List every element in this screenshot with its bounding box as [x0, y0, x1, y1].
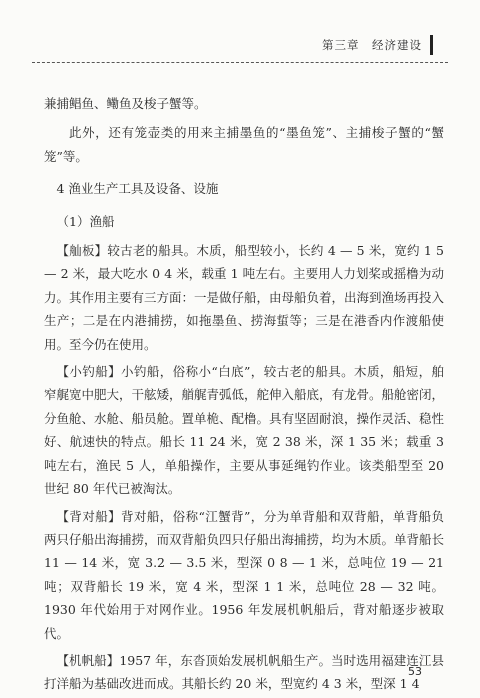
paragraph-small-fishing-boat-text: 小钓船，俗称小“白底”，较古老的船具。木质，船短，舶窄艉宽中肥大，干舷矮，艏艉青弧低，舵伸入船底，有龙骨。船舱密闭，分鱼舱、水舱、船员舱。置单桅、配橹。具有坚固耐浪，操作灵活、稳性好、航速快的特点。船长 11 24 米，宽 2 38 米，深 1 35 米；载重 3 吨左右，渔民 5 人，单船操作，主要从事延绳钓作业。该类船型至 20 世纪 80 年代已被淘汰。	[44, 364, 445, 497]
header-dashed-rule	[32, 62, 448, 63]
header-bar-decoration	[430, 35, 433, 55]
paragraph-sampan	[44, 239, 444, 356]
paragraph-motor-sailer	[44, 649, 444, 696]
term-motor-sailer: 【机帆船】	[56, 652, 120, 668]
page-number: 53	[408, 665, 422, 678]
subsection-heading-fishing-boats: （1）渔船	[56, 213, 115, 229]
paragraph-continuation: 兼捕鲳鱼、鳓鱼及梭子蟹等。	[44, 96, 207, 111]
paragraph-motor-sailer-text: 1957 年，东沓顶始发展机帆船生产。当时选用福建连江县打洋船为基础改进而成。其船长约 20 米，型宽约 4 3 米，型深 1 4	[44, 652, 444, 692]
page-body	[44, 92, 444, 696]
paragraph-small-fishing-boat	[44, 360, 444, 500]
paragraph-pair-boat	[44, 505, 444, 645]
paragraph-sampan-text: 较古老的船具。木质，船型较小，长约 4 — 5 米，宽约 1 5 — 2 米，最大吃水 0 4 米，载重 1 吨左右。主要用人力划桨或摇橹为动力。其作用主要有三方面：一是做仔船，由母船负着，出海到渔场再投入生产；二是在内港捕捞，如拖墨鱼、捞海蜇等；三是在港香内作渡船使用。至今仍在使用。	[44, 243, 445, 352]
term-sampan: 【舢板】	[56, 243, 108, 259]
term-pair-boat: 【背对船】	[56, 508, 122, 524]
chapter-header: 第三章 经济建设	[322, 38, 422, 52]
paragraph-pair-boat-text: 背对船，俗称“江蟹背”，分为单背船和双背船，单背船负两只仔船出海捕捞，而双背船负四只仔船出海捕捞，均为木质。单背船长 11 — 14 米，宽 3.2 — 3.5 米，型深 0 8 — 1 米，总吨位 19 — 21 吨；双背船长 19 米，宽 4 米，型深 1 1 米，总吨位 28 — 32 吨。1930 年代始用于对网作业。1956 年发展机帆船后，背对船逐步被取代。	[44, 508, 445, 641]
term-small-fishing-boat: 【小钓船】	[56, 364, 122, 380]
section-heading-4: 4 渔业生产工具及设备、设施	[56, 181, 219, 197]
paragraph-cages: 此外，还有笼壶类的用来主捕墨鱼的“墨鱼笼”、主捕梭子蟹的“蟹笼”等。	[44, 125, 444, 164]
